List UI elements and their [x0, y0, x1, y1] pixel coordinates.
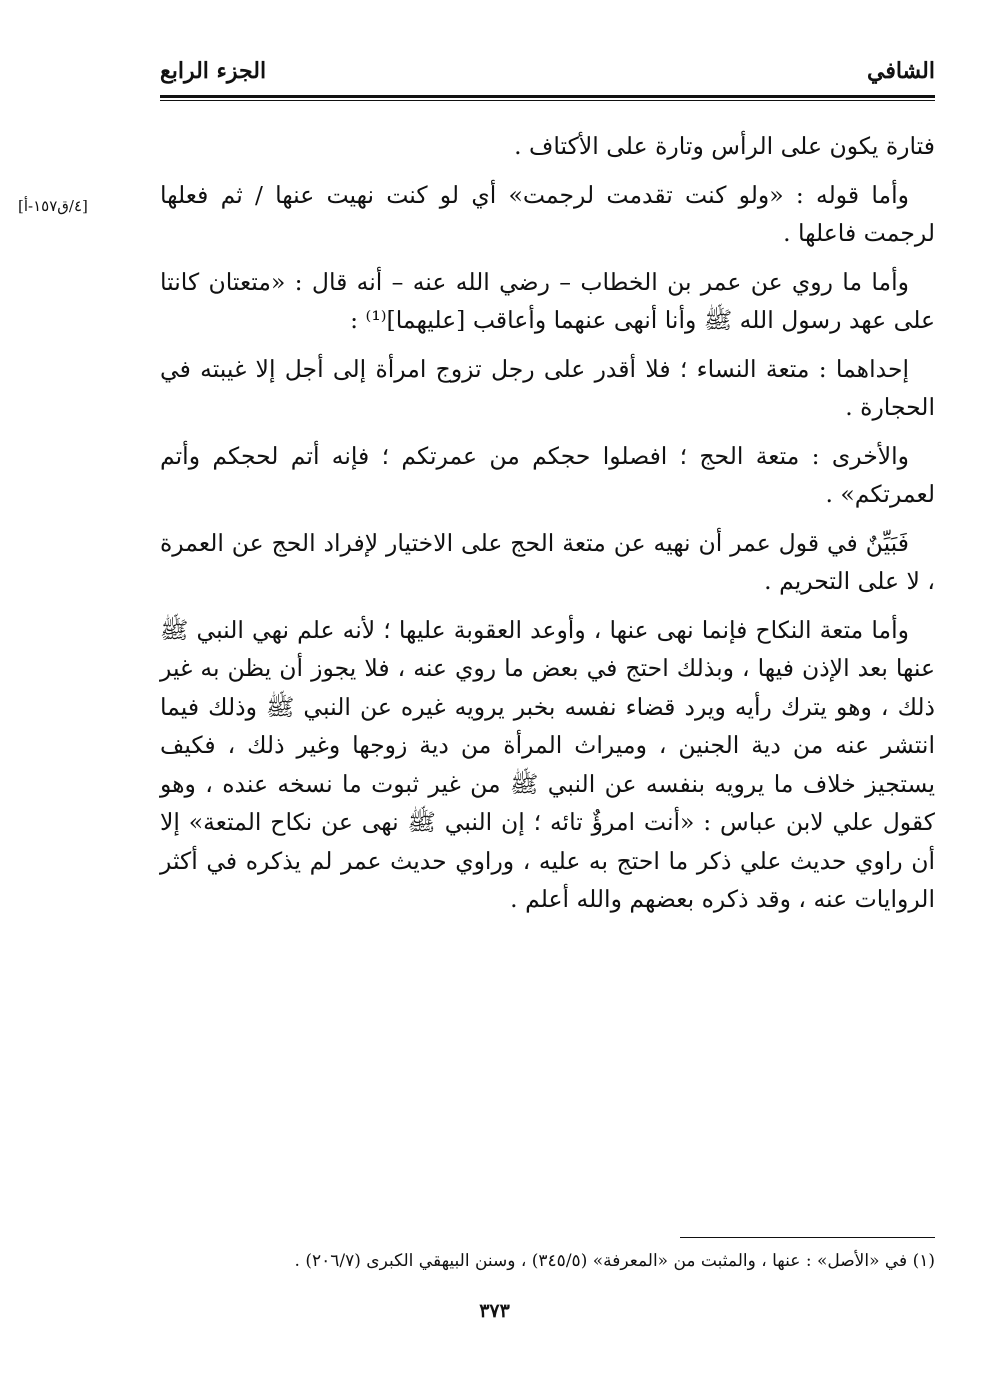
main-text	[160, 127, 935, 929]
paragraph: فَبَيِّنٌ في قول عمر أن نهيه عن متعة الحج على الاختيار لإفراد الحج عن العمرة ، لا على التحريم .	[160, 528, 935, 595]
paragraph: فتارة يكون على الرأس وتارة على الأكتاف .	[514, 132, 935, 160]
running-header	[160, 58, 935, 92]
manuscript-folio-note: [٤/ق١٥٧-أ]	[18, 197, 88, 215]
header-rule-thin	[160, 100, 935, 101]
paragraph: وأما قوله : «ولو كنت تقدمت لرجمت» أي لو كنت نهيت عنها / ثم فعلها لرجمت فاعلها .	[160, 180, 935, 247]
book-title: الشافي	[867, 58, 935, 84]
paragraph: إحداهما : متعة النساء ؛ فلا أقدر على رجل تزوج امرأة إلى أجل إلا غيبته في الحجارة .	[160, 354, 935, 421]
footnote: (١) في «الأصل» : عنها ، والمثبت من «المعرفة» (٣٤٥/٥) ، وسنن البيهقي الكبرى (٢٠٦/٧) .	[294, 1251, 935, 1271]
paragraph: وأما متعة النكاح فإنما نهى عنها ، وأوعد العقوبة عليها ؛ لأنه علم نهي النبي ﷺ عنها بعد الإذن فيها ، وبذلك احتج في بعض ما روي عنه ، فلا يجوز أن يظن به غير ذلك ، وهو يترك رأيه ويرد قضاء نفسه بخبر يرويه غيره عن النبي ﷺ وذلك فيما انتشر عنه من دية الجنين ، وميراث المرأة من دية زوجها وغير ذلك ، فكيف يستجيز خلاف ما يرويه بنفسه عن النبي ﷺ من غير ثبوت ما نسخه عنده ، وهو كقول علي لابن عباس : «أنت امرؤٌ تائه ؛ إن النبي ﷺ نهى عن نكاح المتعة» إلا أن راوي حديث علي ذكر ما احتج به عليه ، وراوي حديث عمر لم يذكره في أكثر الروايات عنه ، وقد ذكره بعضهم والله أعلم .	[160, 615, 935, 913]
volume-title: الجزء الرابع	[160, 58, 267, 84]
page-number: ٣٧٣	[479, 1300, 510, 1322]
footnote-separator	[680, 1237, 935, 1238]
paragraph: وأما ما روي عن عمر بن الخطاب – رضي الله عنه – أنه قال : «متعتان كانتا على عهد رسول الله ﷺ وأنا أنهى عنهما وأعاقب [عليهما]⁽¹⁾ :	[160, 267, 935, 334]
paragraph: والأخرى : متعة الحج ؛ افصلوا حجكم من عمرتكم ؛ فإنه أتم لحجكم وأتم لعمرتكم» .	[160, 441, 935, 508]
header-rule-thick	[160, 95, 935, 98]
